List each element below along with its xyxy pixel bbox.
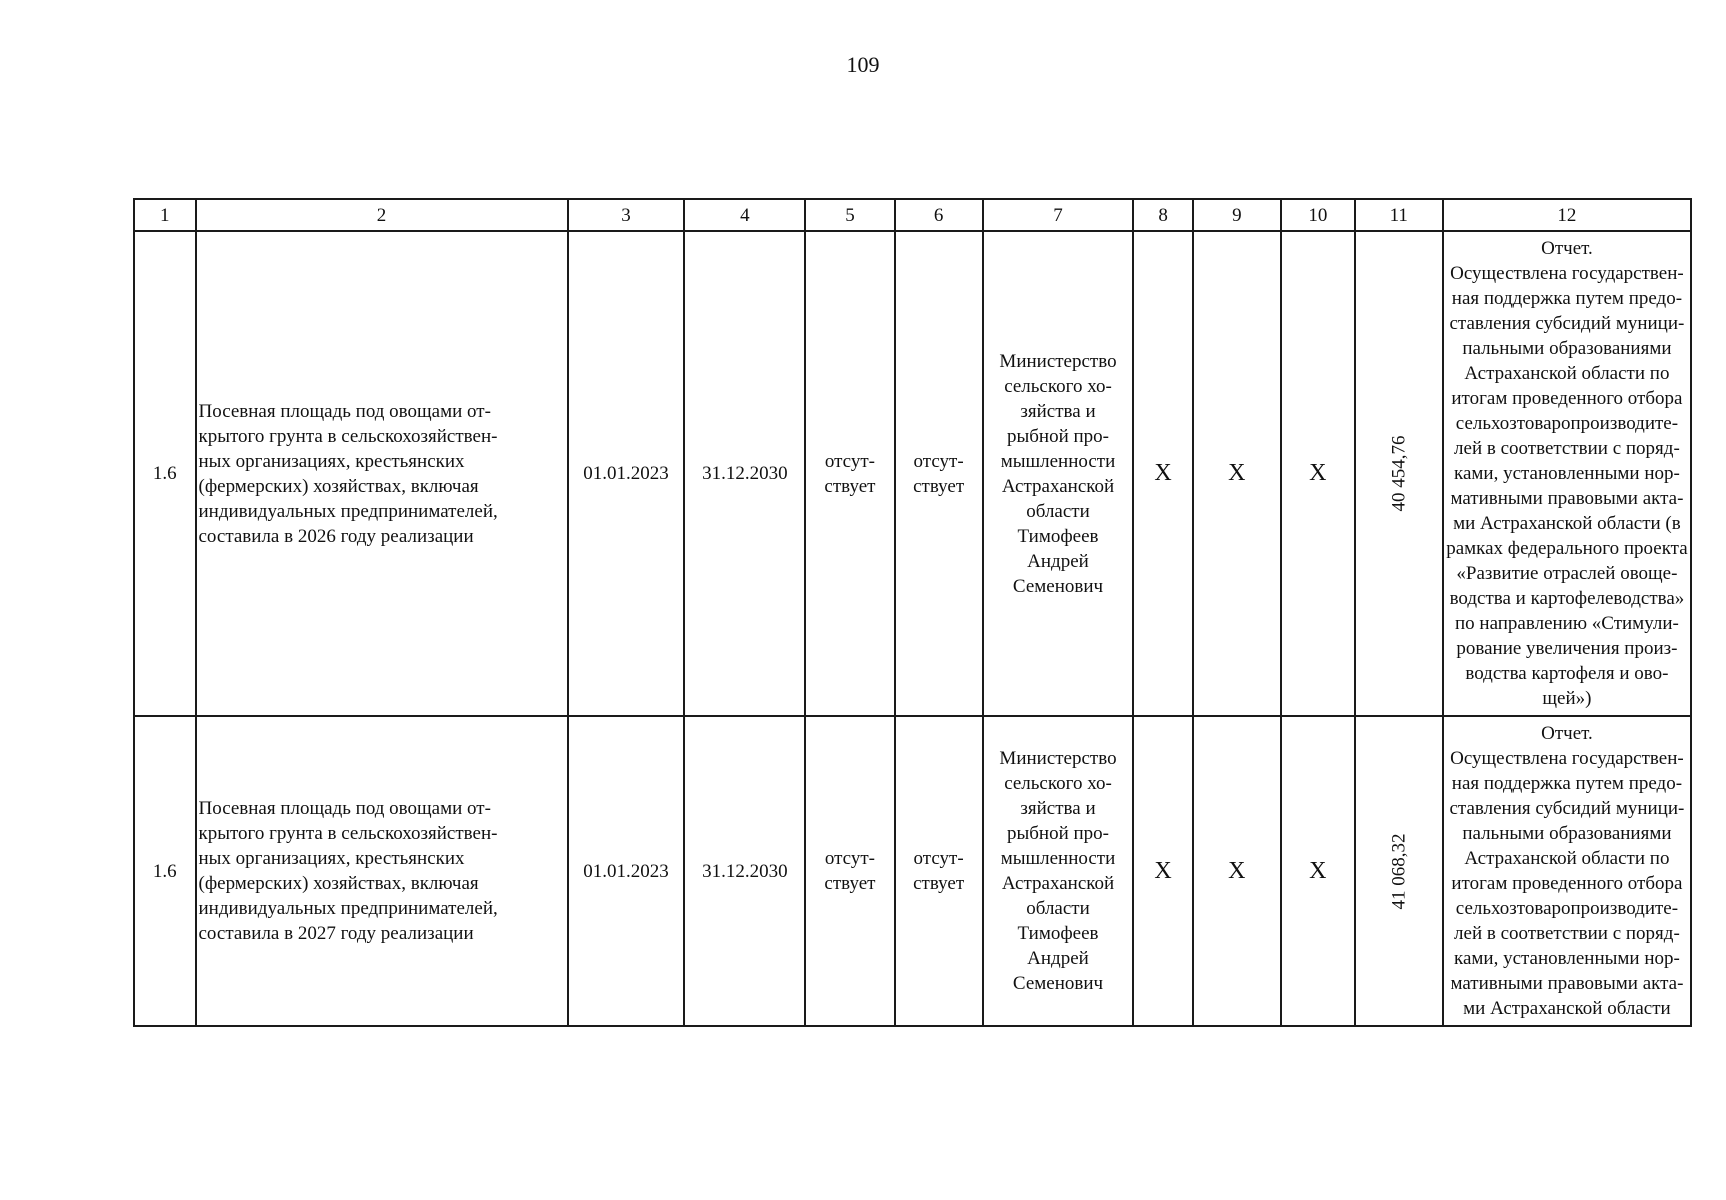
col6-line: отсут- bbox=[913, 848, 964, 869]
amount-value: 41 068,32 bbox=[1388, 833, 1410, 909]
report-line: ками, установленными нор- bbox=[1454, 948, 1680, 969]
col8-mark: X bbox=[1133, 716, 1192, 1026]
report-line: Астраханской области по bbox=[1464, 363, 1670, 384]
indicator-name-line: индивидуальных предпринимателей, bbox=[198, 500, 498, 522]
responsible-line: сельского хо- bbox=[1004, 375, 1112, 397]
responsible-line: области bbox=[1026, 500, 1090, 522]
col6-line: ствует bbox=[913, 475, 965, 497]
report-line: лей в соответствии с поряд- bbox=[1454, 438, 1680, 459]
report-line: Осуществлена государствен- bbox=[1450, 263, 1684, 284]
indicator-name-line: Посевная площадь под овощами от- bbox=[198, 798, 491, 819]
report-line: ставления субсидий муници- bbox=[1449, 798, 1685, 819]
report-line: ми Астраханской области (в bbox=[1453, 513, 1681, 534]
indicator-name-line: Посевная площадь под овощами от- bbox=[198, 400, 491, 422]
report-line: ная поддержка путем предо- bbox=[1451, 288, 1683, 309]
report-line: водства и картофелеводства» bbox=[1449, 588, 1685, 609]
report-line: Отчет. bbox=[1541, 723, 1593, 744]
column-header: 3 bbox=[568, 199, 685, 231]
responsible-line: мышленности bbox=[1000, 848, 1116, 869]
responsible-line: Семенович bbox=[1012, 973, 1104, 994]
col5-line: ствует bbox=[824, 475, 876, 497]
report-line: водства картофеля и ово- bbox=[1465, 663, 1669, 684]
header-row bbox=[134, 199, 1691, 231]
report-line: ставления субсидий муници- bbox=[1449, 313, 1685, 334]
indicator-name-line: крытого грунта в сельскохозяйствен- bbox=[198, 823, 498, 844]
report-line: щей») bbox=[1542, 688, 1592, 709]
report-line: ная поддержка путем предо- bbox=[1451, 773, 1683, 794]
start-date: 01.01.2023 bbox=[568, 231, 685, 716]
column-header: 8 bbox=[1133, 199, 1192, 231]
col5-line: отсут- bbox=[824, 848, 875, 869]
report-line: Астраханской области по bbox=[1464, 848, 1670, 869]
report-line: рамках федерального проекта bbox=[1446, 538, 1688, 559]
amount-cell bbox=[1355, 716, 1443, 1026]
measures-table bbox=[133, 198, 1692, 1027]
report-line: рование увеличения произ- bbox=[1456, 638, 1678, 659]
report-line: ми Астраханской области bbox=[1463, 998, 1671, 1019]
column-header: 5 bbox=[805, 199, 894, 231]
report-line: итогам проведенного отбора bbox=[1451, 873, 1683, 894]
responsible-line: зяйства и bbox=[1020, 400, 1096, 422]
responsible-line: Семенович bbox=[1012, 575, 1104, 597]
report-line: пальными образованиями bbox=[1462, 338, 1672, 359]
col8-mark: X bbox=[1133, 231, 1192, 716]
column-header: 10 bbox=[1281, 199, 1355, 231]
indicator-name bbox=[196, 716, 568, 1026]
responsible-line: Андрей bbox=[1027, 550, 1089, 572]
indicator-name-line: (фермерских) хозяйствах, включая bbox=[198, 475, 479, 497]
responsible-line: Министерство bbox=[999, 748, 1117, 769]
table-row bbox=[134, 231, 1691, 716]
responsible-line: Андрей bbox=[1027, 948, 1089, 969]
col6-value bbox=[895, 716, 983, 1026]
start-date: 01.01.2023 bbox=[568, 716, 685, 1026]
report-line: итогам проведенного отбора bbox=[1451, 388, 1683, 409]
col9-mark: X bbox=[1193, 231, 1281, 716]
responsible-line: зяйства и bbox=[1020, 798, 1096, 819]
row-number: 1.6 bbox=[134, 716, 196, 1026]
col10-mark: X bbox=[1281, 231, 1355, 716]
report-line: лей в соответствии с поряд- bbox=[1454, 923, 1680, 944]
col6-line: ствует bbox=[913, 873, 965, 894]
column-header: 11 bbox=[1355, 199, 1443, 231]
column-header: 2 bbox=[196, 199, 568, 231]
responsible bbox=[983, 231, 1134, 716]
responsible-line: Тимофеев bbox=[1017, 525, 1099, 547]
responsible-line: области bbox=[1026, 898, 1090, 919]
column-header: 6 bbox=[895, 199, 983, 231]
col10-mark: X bbox=[1281, 716, 1355, 1026]
amount-value: 40 454,76 bbox=[1388, 435, 1410, 512]
report-line: Отчет. bbox=[1541, 238, 1593, 259]
indicator-name-line: ных организациях, крестьянских bbox=[198, 848, 465, 869]
column-header: 9 bbox=[1193, 199, 1281, 231]
report-line: пальными образованиями bbox=[1462, 823, 1672, 844]
responsible-line: рыбной про- bbox=[1007, 425, 1110, 447]
column-header: 7 bbox=[983, 199, 1134, 231]
indicator-name-line: индивидуальных предпринимателей, bbox=[198, 898, 498, 919]
indicator-name-line: составила в 2027 году реализации bbox=[198, 923, 474, 944]
report-line: мативными правовыми акта- bbox=[1450, 973, 1684, 994]
col6-line: отсут- bbox=[913, 450, 964, 472]
report bbox=[1443, 231, 1691, 716]
table-row bbox=[134, 716, 1691, 1026]
report-line: сельхозтоваропроизводите- bbox=[1455, 898, 1679, 919]
report-line: ками, установленными нор- bbox=[1454, 463, 1680, 484]
responsible-line: Тимофеев bbox=[1017, 923, 1099, 944]
indicator-name-line: ных организациях, крестьянских bbox=[198, 450, 465, 472]
responsible-line: Астраханской bbox=[1001, 475, 1115, 497]
col9-mark: X bbox=[1193, 716, 1281, 1026]
report-line: «Развитие отраслей овоще- bbox=[1456, 563, 1678, 584]
col6-value bbox=[895, 231, 983, 716]
responsible-line: Астраханской bbox=[1001, 873, 1115, 894]
column-header: 12 bbox=[1443, 199, 1691, 231]
responsible-line: рыбной про- bbox=[1007, 823, 1110, 844]
responsible-line: сельского хо- bbox=[1004, 773, 1112, 794]
report-line: по направлению «Стимули- bbox=[1455, 613, 1679, 634]
indicator-name-line: крытого грунта в сельскохозяйствен- bbox=[198, 425, 498, 447]
report-line: сельхозтоваропроизводите- bbox=[1455, 413, 1679, 434]
page-number: 109 bbox=[846, 52, 880, 77]
column-header: 4 bbox=[684, 199, 805, 231]
column-header: 1 bbox=[134, 199, 196, 231]
responsible-line: мышленности bbox=[1000, 450, 1116, 472]
row-number: 1.6 bbox=[134, 231, 196, 716]
amount-cell bbox=[1355, 231, 1443, 716]
col5-value bbox=[805, 231, 894, 716]
end-date: 31.12.2030 bbox=[684, 716, 805, 1026]
col5-line: ствует bbox=[824, 873, 876, 894]
indicator-name bbox=[196, 231, 568, 716]
end-date: 31.12.2030 bbox=[684, 231, 805, 716]
responsible-line: Министерство bbox=[999, 350, 1117, 372]
report bbox=[1443, 716, 1691, 1026]
col5-line: отсут- bbox=[824, 450, 875, 472]
col5-value bbox=[805, 716, 894, 1026]
report-line: мативными правовыми акта- bbox=[1450, 488, 1684, 509]
indicator-name-line: составила в 2026 году реализации bbox=[198, 525, 474, 547]
indicator-name-line: (фермерских) хозяйствах, включая bbox=[198, 873, 479, 894]
responsible bbox=[983, 716, 1134, 1026]
report-line: Осуществлена государствен- bbox=[1450, 748, 1684, 769]
